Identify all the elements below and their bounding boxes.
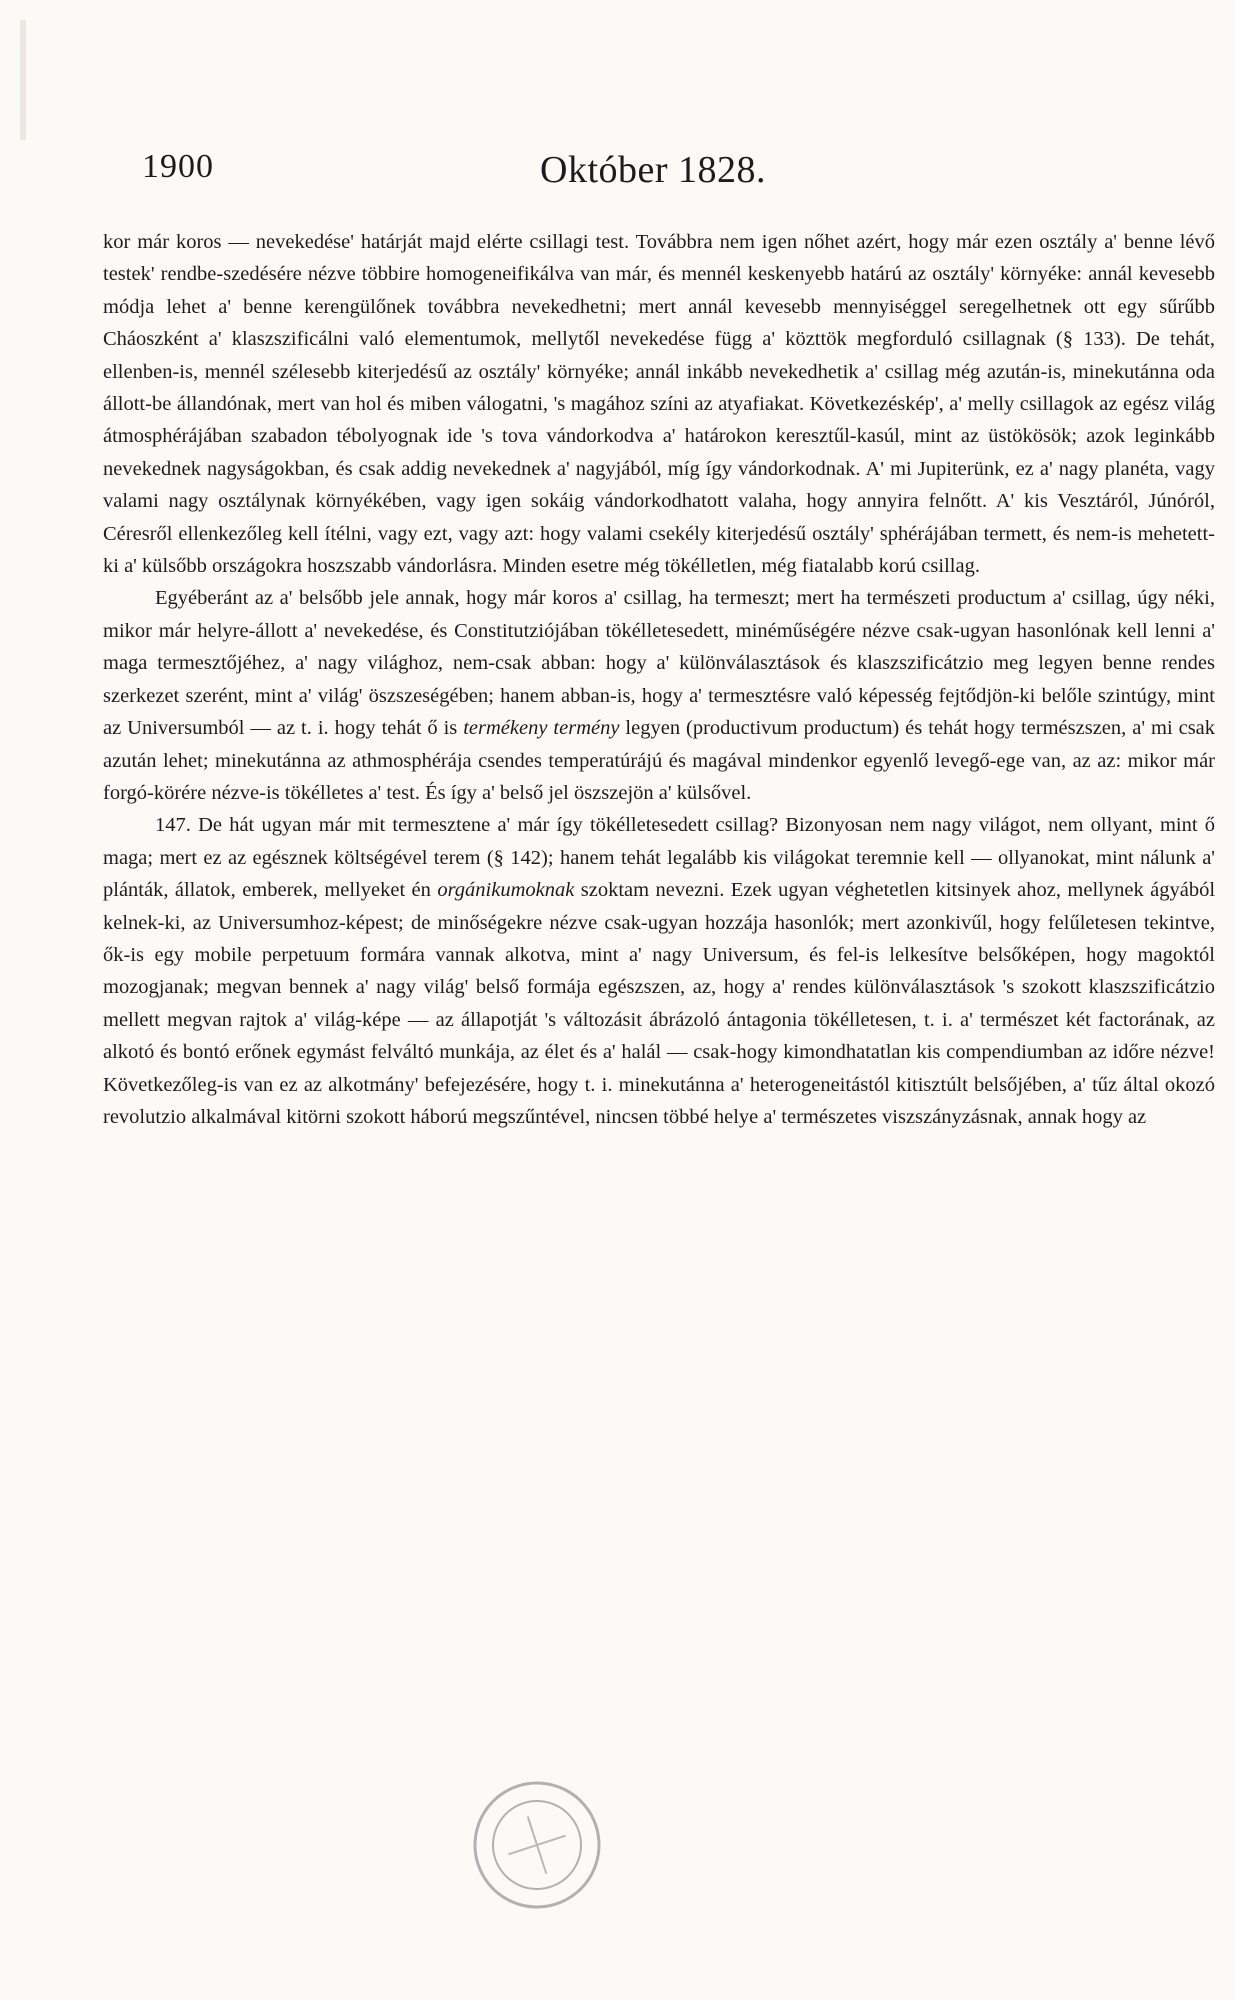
paragraph-2-emphasis: termékeny termény	[463, 717, 620, 740]
running-head: Október 1828.	[540, 149, 767, 191]
paragraph-3	[103, 809, 1215, 1133]
paragraph-1-text: kor már koros — nevekedése' határját majd elérte csillagi test. Továbbra nem igen nőhet azért, hogy már ezen osztály a' benne lévő testek' rendbe-szedésére nézve többire homogeneifikálva van már, és mennél keskenyebb határú az osztály' környéke: annál kevesebb módja lehet a' benne kerengülőnek továbbra nevekedhetni; mert annál kevesebb mennyiséggel seregelhetnek ott egy sűrűbb Cháoszként a' klaszszificálni való elementumok, mellytől nevekedése függ a' közttök megforduló csillagnak (§ 133). De tehát, ellenben-is, mennél szélesebb kiterjedésű az osztály' környéke; annál inkább nevekedhetik a' csillag még azután-is, minekutánna oda állott-be állandónak, mert van hol és miben válogatni, 's magához színi az atyafiakat. Következéskép', a' melly csillagok az egész világ átmosphérájában szabadon tébolyognak ide 's tova vándorkodva a' határokon keresztűl-kasúl, mint az üstökösök; azok leginkább nevekednek nagyságokban, és csak addig nevekednek a' nagyjából, míg így vándorkodnak. A' mi Jupiterünk, ez a' nagy planéta, vagy valami nagy osztálynak környékében, vagy igen sokáig vándorkodhatott valaha, hogy annyira felnőtt. A' kis Vesztáról, Júnóról, Céresről ellenkezőleg kell ítélni, vagy ezt, vagy azt: hogy valami csekély kiterjedésű osztály' sphérájában termett, és nem-is mehetett-ki a' külsőbb országokra hoszszabb vándorlásra. Minden esetre még tökélletlen, még fiatalabb korú csillag.	[103, 231, 1215, 578]
library-stamp-icon	[442, 1750, 631, 1939]
paragraph-2-text-after: legyen (productivum productum) és tehát hogy természszen, a' mi csak azután lehet; minekutánna az athmosphérája csendes temperatúrájú és magával mindenkor egyenlő levegő-ege van, az az: mikor már forgó-körére nézve-is tökélletes a' test. És így a' belső jel öszszejön a' külsővel.	[103, 717, 1216, 804]
paragraph-2	[103, 582, 1215, 809]
paragraph-3-text-after: szoktam nevezni. Ezek ugyan véghetetlen kitsinyek ahoz, mellynek ágyából kelnek-ki, az Universumhoz-képest; de minőségekre nézve csak-ugyan hozzája hasonlók; mert azonkivűl, hogy felűletesen tekintve, ők-is egy mobile perpetuum formára vannak alkotva, mint a' nagy Universum, és fel-is lelkesítve belsőképen, hogy magoktól mozogjanak; megvan bennek a' nagy világ' belső formája egészszen, az, hogy a' rendes különválasztások 's szokott klaszszificátzio mellett megvan rajtok a' világ-képe — az állapotját 's változásit ábrázoló ántagonia tökélletesen, t. i. a' természet két factorának, az alkotó és bontó erőnek egymást felváltó munkája, az élet és a' halál — csak-hogy kimondhatatlan kis compendiumban az időre nézve! Következőleg-is van ez az alkotmány' befejezésére, hogy t. i. minekutánna a' heterogeneitástól kitisztúlt belsőjében, a' tűz által okozó revolutzio alkalmával kitörni szokott háború megszűntével, nincsen többé helye a' természetes viszszányzásnak, annak hogy az	[103, 879, 1216, 1128]
paragraph-2-text: Egyéberánt az a' belsőbb jele annak, hogy már koros a' csillag, ha termeszt; mert ha természeti productum a' csillag, úgy néki, mikor már helyre-állott a' nevekedése, és Constitutziójában tökélletesedett, minéműségére nézve csak-ugyan hasonlónak kell lenni a' maga termesztőjéhez, a' nagy világhoz, nem-csak abban: hogy a' különválasztások és klaszszificátzio meg legyen benne rendes szerkezet szerént, mint a' világ' öszszeségében; hanem abban-is, hogy a' termesztésre való képesség fejtődjön-ki belőle szintúgy, mint az Universumból — az t. i. hogy tehát ő is	[103, 587, 1215, 740]
page-number: 1900	[142, 148, 214, 185]
paragraph-1	[103, 226, 1215, 582]
scan-edge-mark	[20, 20, 26, 140]
page-header	[142, 148, 1212, 198]
body-text	[103, 226, 1215, 1133]
paragraph-3-text: 147. De hát ugyan már mit termesztene a' már így tökélletesedett csillag? Bizonyosan nem nagy világot, nem ollyant, mint ő maga; mert ez az egésznek költségével terem (§ 142); hanem tehát legalább kis világokat teremnie kell — ollyanokat, mint nálunk a' plánták, állatok, emberek, mellyeket én	[103, 814, 1215, 902]
paragraph-3-emphasis: orgánikumoknak	[437, 879, 575, 902]
